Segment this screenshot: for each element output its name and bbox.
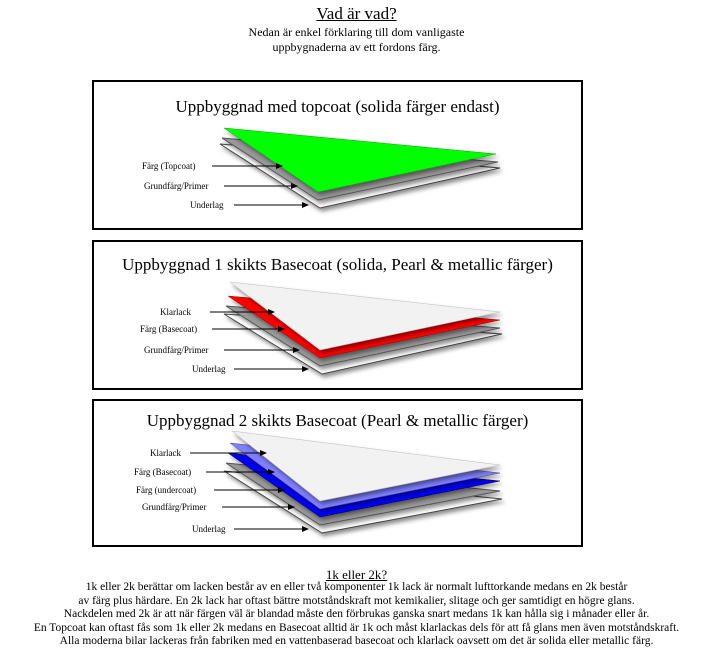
- layer-label: Grundfärg/Primer: [144, 181, 209, 191]
- intro-line: uppbygnaderna av ett fordons färg.: [272, 40, 441, 54]
- panel-topcoat: [92, 80, 583, 230]
- panel-title: Uppbyggnad med topcoat (solida färger endast): [175, 97, 500, 116]
- page-title: Vad är vad?: [316, 4, 397, 23]
- layer-label: Grundfärg/Primer: [142, 502, 207, 512]
- panel-title: Uppbyggnad 2 skikts Basecoat (Pearl & metallic färger): [146, 411, 529, 430]
- footer-line: Nackdelen med 2k är att när färgen väl är blandad måste den förbrukas ganska snart medans 1k kan hålla sig i månader eller år.: [63, 608, 650, 621]
- footer-heading: 1k eller 2k?: [325, 567, 388, 582]
- layer-diagram: [94, 82, 581, 228]
- footer-text: [0, 568, 713, 648]
- layer-label: Färg (Basecoat): [134, 467, 192, 477]
- layer-label: Underlag: [190, 200, 224, 210]
- layer-label: Klarlack: [150, 448, 181, 458]
- intro-line: Nedan är enkel förklaring till dom vanligaste: [248, 25, 465, 39]
- layer-label: Grundfärg/Primer: [144, 345, 209, 355]
- footer-line: En Topcoat kan oftast fås som 1k eller 2k medans en Basecoat alltid är 1k och måst klarlackas dels för att få glans men även motståndskraft.: [33, 621, 680, 634]
- layer-label: Klarlack: [160, 307, 191, 317]
- intro-text: [0, 25, 713, 55]
- panel-1-skikt-basecoat: [92, 240, 583, 390]
- layer-label: Färg (undercoat): [136, 485, 197, 495]
- layer-label: Färg (Basecoat): [140, 324, 198, 334]
- panel-2-skikts-basecoat: [92, 399, 583, 547]
- panel-title: Uppbyggnad 1 skikts Basecoat (solida, Pearl & metallic färger): [122, 255, 553, 274]
- footer-line: 1k eller 2k berättar om lacken består av en eller två komponenter 1k lack är normalt lufttorkande medans en 2k består: [85, 581, 628, 594]
- layer-label: Underlag: [192, 524, 226, 534]
- footer-line: Alla moderna bilar lackeras från fabriken med en vattenbaserad basecoat och klarlack oavsett om det är solida eller metallic färg.: [59, 635, 654, 648]
- layer-label: Färg (Topcoat): [142, 161, 196, 171]
- footer-line: av färg plus härdare. En 2k lack har oftast bättre motståndskraft mot kemikalier, slitage och ger samtidigt en högre glans.: [78, 594, 635, 607]
- layer-label: Underlag: [192, 364, 226, 374]
